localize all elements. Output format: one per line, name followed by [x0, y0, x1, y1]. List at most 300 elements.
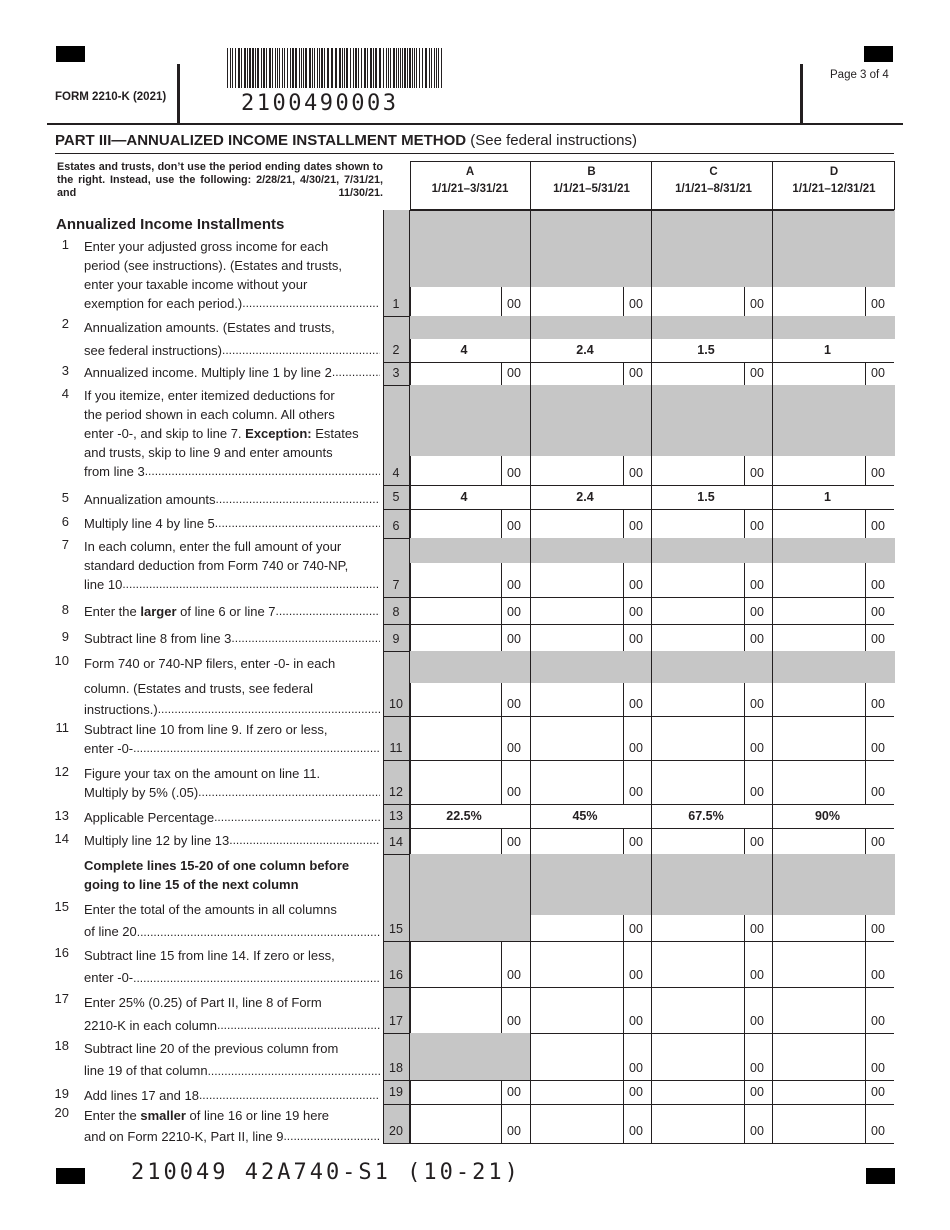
cents-label: 00: [871, 519, 885, 533]
barcode-bar: [416, 48, 417, 88]
barcode-bar: [230, 48, 231, 88]
registration-mark-top-left: [56, 46, 85, 62]
cents-label: 00: [871, 785, 885, 799]
line-text-row: enter your taxable income without your: [84, 277, 308, 292]
cents-label: 00: [750, 1085, 764, 1099]
line-10-text: [84, 653, 380, 720]
line-text-bold: larger: [140, 604, 177, 619]
barcode-bar: [292, 48, 294, 88]
cents-divider: [865, 563, 866, 597]
line-text-row: the period shown in each column. All others: [84, 407, 335, 422]
leader-dots: [133, 967, 380, 989]
line-text-end: [84, 602, 276, 621]
cents-label: 00: [629, 1085, 643, 1099]
column-period: 1/1/21–5/31/21: [553, 183, 630, 195]
cents-label: 00: [750, 697, 764, 711]
cents-divider: [501, 1080, 502, 1104]
barcode-bar: [261, 48, 262, 88]
leader-dots: [283, 1126, 380, 1147]
cents-label: 00: [629, 632, 643, 646]
part-title-rest: (See federal instructions): [466, 132, 638, 149]
header-top-rule: [410, 161, 894, 162]
column-separator: [651, 651, 652, 716]
line-9-text: [84, 629, 380, 648]
cents-label: 00: [750, 605, 764, 619]
barcode-bar: [422, 48, 423, 88]
cell-shade-a: [410, 538, 531, 563]
barcode-bar: [301, 48, 302, 88]
column-separator-right: [772, 597, 773, 624]
line-text-part: Enter the: [84, 604, 141, 619]
header-column-separator: [530, 161, 531, 210]
cents-label: 00: [871, 968, 885, 982]
barcode-bar: [305, 48, 307, 88]
cents-label: 00: [629, 519, 643, 533]
cell-shade-b: [531, 538, 652, 563]
cents-divider: [501, 287, 502, 316]
line-6-text: [84, 514, 380, 533]
line-text-end: enter -0-: [84, 970, 134, 985]
column-separator-right: [772, 828, 773, 854]
leader-dots: [217, 1014, 380, 1037]
column-separator-right: [772, 1104, 773, 1143]
box-number: 18: [389, 1061, 403, 1075]
cents-label: 00: [507, 632, 521, 646]
row-bottom-rule: [384, 597, 894, 598]
barcode-bar: [227, 48, 228, 88]
row-bottom-rule: [384, 804, 894, 805]
cents-divider: [865, 1033, 866, 1080]
factor-value: 1: [824, 490, 831, 504]
line-text-row: If you itemize, enter itemized deductions for: [84, 388, 335, 403]
cents-divider: [501, 683, 502, 716]
barcode-bar: [232, 48, 233, 88]
barcode-bar: [414, 48, 415, 88]
line-12-text: [84, 764, 380, 802]
box-number: 20: [389, 1124, 403, 1138]
barcode-bar: [404, 48, 406, 88]
cents-divider: [744, 287, 745, 316]
line-text-end: see federal instructions): [84, 343, 223, 358]
line-2-text: [84, 316, 380, 362]
factor-value: 67.5%: [688, 809, 724, 823]
cents-label: 00: [871, 835, 885, 849]
column-separator: [651, 716, 652, 760]
column-separator: [530, 538, 531, 597]
column-separator-right: [772, 716, 773, 760]
line-text-row: In each column, enter the full amount of your: [84, 539, 342, 554]
box-number: 12: [389, 785, 403, 799]
factor-value: 22.5%: [446, 809, 482, 823]
row-bottom-rule: [384, 509, 894, 510]
cents-divider: [865, 716, 866, 760]
line-16-text: [84, 945, 380, 989]
column-separator: [530, 651, 531, 716]
cents-divider: [501, 509, 502, 538]
cents-label: 00: [507, 697, 521, 711]
header-column-separator: [772, 161, 773, 210]
line-13-text: [84, 808, 380, 827]
barcode-bar: [429, 48, 430, 88]
line-text-end: Annualized income. Multiply line 1 by line 2: [84, 365, 332, 380]
line-text-row: going to line 15 of the next column: [84, 877, 299, 892]
cents-divider: [744, 509, 745, 538]
column-separator: [530, 1104, 531, 1143]
column-separator: [651, 1080, 652, 1104]
cents-label: 00: [871, 1085, 885, 1099]
cents-label: 00: [507, 578, 521, 592]
column-letter: D: [829, 166, 839, 178]
column-period: 1/1/21–3/31/21: [431, 183, 509, 195]
cents-label: 00: [871, 466, 885, 480]
cents-label: 00: [871, 297, 885, 311]
barcode-number: 2100490003: [241, 91, 399, 116]
factor-value: 1: [824, 343, 831, 357]
box-number: 13: [389, 809, 403, 823]
column-header-b: [531, 163, 652, 210]
column-separator: [530, 716, 531, 760]
cents-label: 00: [750, 922, 764, 936]
line-number: 12: [54, 764, 69, 779]
line-text-row: [84, 1060, 380, 1082]
barcode-bar: [327, 48, 329, 88]
line-text-row: [84, 575, 380, 594]
cents-divider: [744, 828, 745, 854]
column-separator-right: [772, 941, 773, 987]
line-text-part: enter -0-, and skip to line 7.: [84, 426, 246, 441]
cents-divider: [623, 509, 624, 538]
line-number: 3: [61, 363, 69, 378]
column-separator: [530, 828, 531, 854]
cents-divider: [623, 287, 624, 316]
barcode-bar: [257, 48, 259, 88]
column-header-d: [774, 163, 894, 210]
line-8-text: [84, 602, 380, 621]
column-separator-right: [772, 624, 773, 651]
cents-label: 00: [507, 1014, 521, 1028]
cents-divider: [623, 760, 624, 804]
column-separator: [530, 760, 531, 804]
barcode-bar: [309, 48, 311, 88]
line-11-text: [84, 720, 380, 758]
column-separator-right: [772, 651, 773, 716]
registration-mark-bottom-right: [866, 1168, 895, 1184]
column-separator: [530, 854, 531, 941]
cents-divider: [865, 941, 866, 987]
cents-divider: [865, 760, 866, 804]
barcode-bar: [299, 48, 300, 88]
line-text-row: standard deduction from Form 740 or 740-NP,: [84, 558, 349, 573]
cents-divider: [501, 716, 502, 760]
line-number: 9: [61, 629, 69, 644]
column-separator-right: [772, 362, 773, 385]
leader-dots: [137, 921, 380, 943]
column-order-instruction: [84, 856, 380, 894]
grid-top-rule: [410, 210, 894, 211]
row-bottom-rule: [384, 941, 894, 942]
barcode-bar: [438, 48, 439, 88]
box-number: 3: [392, 366, 400, 380]
leader-dots: [198, 783, 380, 802]
cents-divider: [501, 456, 502, 485]
column-separator: [651, 362, 652, 385]
barcode-bar: [241, 48, 242, 88]
factor-value: 1.5: [697, 343, 715, 357]
column-separator: [530, 509, 531, 538]
barcode-bar: [361, 48, 362, 88]
cents-divider: [623, 597, 624, 624]
box-number: 5: [392, 490, 400, 504]
cents-label: 00: [629, 697, 643, 711]
barcode-bar: [339, 48, 341, 88]
column-header-a: [410, 163, 530, 210]
column-separator: [651, 385, 652, 485]
line-text-end: Add lines 17 and 18: [84, 1088, 199, 1103]
cents-label: 00: [629, 1061, 643, 1075]
column-separator: [651, 509, 652, 538]
column-separator: [651, 210, 652, 316]
column-separator: [651, 854, 652, 941]
line-text-row: Enter the total of the amounts in all columns: [84, 902, 337, 917]
cell-shade-d: [773, 316, 895, 339]
cents-divider: [744, 915, 745, 941]
column-separator-right: [772, 1033, 773, 1080]
cents-divider: [501, 828, 502, 854]
cents-label: 00: [507, 466, 521, 480]
cents-divider: [623, 915, 624, 941]
leader-dots: [222, 339, 380, 362]
line-text-row: [84, 339, 380, 362]
part-title: [55, 132, 637, 149]
cents-label: 00: [750, 1061, 764, 1075]
barcode-bar: [321, 48, 323, 88]
cell-shade-a: [410, 316, 531, 339]
leader-dots: [133, 739, 380, 758]
grid-right-edge: [894, 161, 895, 210]
line-text-row: [84, 1014, 380, 1037]
line-number: 16: [54, 945, 69, 960]
row-bottom-rule: [384, 1143, 894, 1144]
column-separator: [651, 1033, 652, 1080]
barcode-bar: [353, 48, 354, 88]
barcode-bar: [275, 48, 276, 88]
cents-divider: [623, 683, 624, 716]
line-number: 17: [54, 991, 69, 1006]
row-bottom-rule: [384, 987, 894, 988]
cell-shade-c: [652, 210, 773, 287]
box-number: 8: [392, 605, 400, 619]
barcode-bar: [303, 48, 304, 88]
column-separator: [651, 538, 652, 597]
column-separator: [530, 1080, 531, 1104]
barcode-bar: [373, 48, 374, 88]
row-bottom-rule: [384, 362, 894, 363]
line-7-text: [84, 537, 380, 594]
box-number: 11: [389, 741, 403, 755]
leader-dots: [145, 462, 380, 481]
line-text-end: Multiply by 5% (.05): [84, 785, 199, 800]
line-text-end: 2210-K in each column: [84, 1018, 217, 1033]
cents-divider: [744, 1033, 745, 1080]
barcode-bar: [350, 48, 351, 88]
line-text-row: and trusts, skip to line 9 and enter amounts: [84, 445, 333, 460]
line-text-part: Enter the: [84, 1108, 141, 1123]
box-number: 19: [389, 1085, 403, 1099]
cents-label: 00: [871, 922, 885, 936]
form-id: FORM 2210-K (2021): [55, 91, 167, 103]
column-header-c: [653, 163, 774, 210]
cents-label: 00: [871, 632, 885, 646]
line-text-row: Enter 25% (0.25) of Part II, line 8 of Form: [84, 995, 322, 1010]
line-number: 11: [55, 720, 69, 735]
barcode-bar: [398, 48, 399, 88]
cell-shade-b: [531, 316, 652, 339]
factor-value: 2.4: [576, 490, 594, 504]
column-letter: A: [465, 166, 475, 178]
row-bottom-rule: [384, 760, 894, 761]
cents-label: 00: [750, 297, 764, 311]
row-bottom-rule: [384, 1104, 894, 1105]
line-text-end: Applicable Percentage: [84, 810, 215, 825]
cents-label: 00: [507, 1085, 521, 1099]
line-text-row: period (see instructions). (Estates and trusts,: [84, 258, 342, 273]
cents-label: 00: [629, 1014, 643, 1028]
cents-divider: [744, 683, 745, 716]
cents-divider: [501, 597, 502, 624]
cents-label: 00: [629, 1124, 643, 1138]
cents-divider: [865, 915, 866, 941]
barcode-bar: [431, 48, 432, 88]
factor-value: 90%: [814, 809, 841, 823]
cell-shade-c: [652, 316, 773, 339]
box-number: 4: [392, 466, 400, 480]
cents-label: 00: [507, 605, 521, 619]
barcode-bar: [272, 48, 273, 88]
cents-divider: [744, 362, 745, 385]
cents-label: 00: [507, 297, 521, 311]
cents-divider: [623, 716, 624, 760]
barcode-bar: [284, 48, 285, 88]
cents-divider: [623, 1104, 624, 1143]
barcode-bar: [344, 48, 345, 88]
line-text-row: Enter your adjusted gross income for each: [84, 239, 329, 254]
cents-label: 00: [871, 741, 885, 755]
line-number: 2: [61, 316, 69, 331]
barcode-bar: [314, 48, 315, 88]
section-title: Annualized Income Installments: [56, 216, 285, 233]
cents-divider: [865, 987, 866, 1033]
column-separator: [651, 760, 652, 804]
cents-divider: [623, 563, 624, 597]
cents-label: 00: [750, 632, 764, 646]
barcode-bar: [390, 48, 391, 88]
barcode-bar: [312, 48, 313, 88]
line-5-text: [84, 490, 380, 509]
box-number: 17: [389, 1014, 403, 1028]
cell-shade-d: [773, 385, 895, 456]
barcode-bar: [370, 48, 372, 88]
barcode-bar: [419, 48, 420, 88]
barcode-bar: [263, 48, 265, 88]
line-number: 14: [54, 831, 69, 846]
column-period: 1/1/21–12/31/21: [792, 183, 876, 195]
cell-shade-d: [773, 854, 895, 915]
line-text-row: [84, 462, 380, 481]
column-separator-right: [772, 1080, 773, 1104]
column-separator-right: [772, 210, 773, 316]
barcode-bar: [358, 48, 359, 88]
barcode-bar: [324, 48, 325, 88]
cents-divider: [865, 1080, 866, 1104]
cents-label: 00: [750, 519, 764, 533]
line-text-end: from line 3: [84, 464, 145, 479]
column-separator: [651, 941, 652, 987]
line-text-row: [84, 424, 380, 443]
cents-divider: [744, 597, 745, 624]
barcode-bar: [400, 48, 401, 88]
cell-shade-b: [531, 385, 652, 456]
line-text-bold: smaller: [140, 1108, 186, 1123]
cell-shade-d: [773, 538, 895, 563]
barcode-bar: [269, 48, 271, 88]
cents-label: 00: [507, 366, 521, 380]
column-separator-right: [772, 854, 773, 941]
footer-form-code: 210049 42A740-S1 (10-21): [131, 1160, 521, 1185]
line-number: 1: [61, 237, 69, 252]
column-header-row: [410, 163, 894, 210]
line-number: 8: [61, 602, 69, 617]
barcode-bar: [252, 48, 254, 88]
factor-value: 1.5: [697, 490, 715, 504]
cell-shade-c: [652, 385, 773, 456]
line-text-end: Multiply line 12 by line 13: [84, 833, 230, 848]
cents-label: 00: [750, 366, 764, 380]
box-number: 1: [392, 297, 400, 311]
barcode-bar: [388, 48, 389, 88]
line-text-row: [84, 921, 380, 943]
barcode-bar: [407, 48, 408, 88]
cents-divider: [865, 362, 866, 385]
header-divider-left: [177, 64, 180, 124]
barcode-bar: [247, 48, 248, 88]
column-separator-right: [772, 538, 773, 597]
leader-dots: [276, 602, 380, 621]
cents-divider: [865, 597, 866, 624]
cents-label: 00: [629, 297, 643, 311]
line-text-bold: Exception:: [245, 426, 312, 441]
barcode-bar: [355, 48, 357, 88]
column-separator-right: [772, 987, 773, 1033]
cents-label: 00: [629, 366, 643, 380]
cents-label: 00: [629, 578, 643, 592]
registration-mark-bottom-left: [56, 1168, 85, 1184]
cents-label: 00: [629, 741, 643, 755]
line-number: 5: [61, 490, 69, 505]
barcode-bar: [436, 48, 437, 88]
cents-label: 00: [871, 1124, 885, 1138]
row-bottom-rule: [384, 1080, 894, 1081]
line-number: 10: [54, 653, 69, 668]
cents-label: 00: [629, 605, 643, 619]
barcode-bar: [396, 48, 397, 88]
cents-label: 00: [507, 741, 521, 755]
barcode-bar: [386, 48, 387, 88]
column-separator: [530, 941, 531, 987]
box-number: 2: [392, 343, 400, 357]
cents-divider: [744, 1080, 745, 1104]
cents-divider: [865, 287, 866, 316]
line-text-row: [84, 699, 380, 720]
